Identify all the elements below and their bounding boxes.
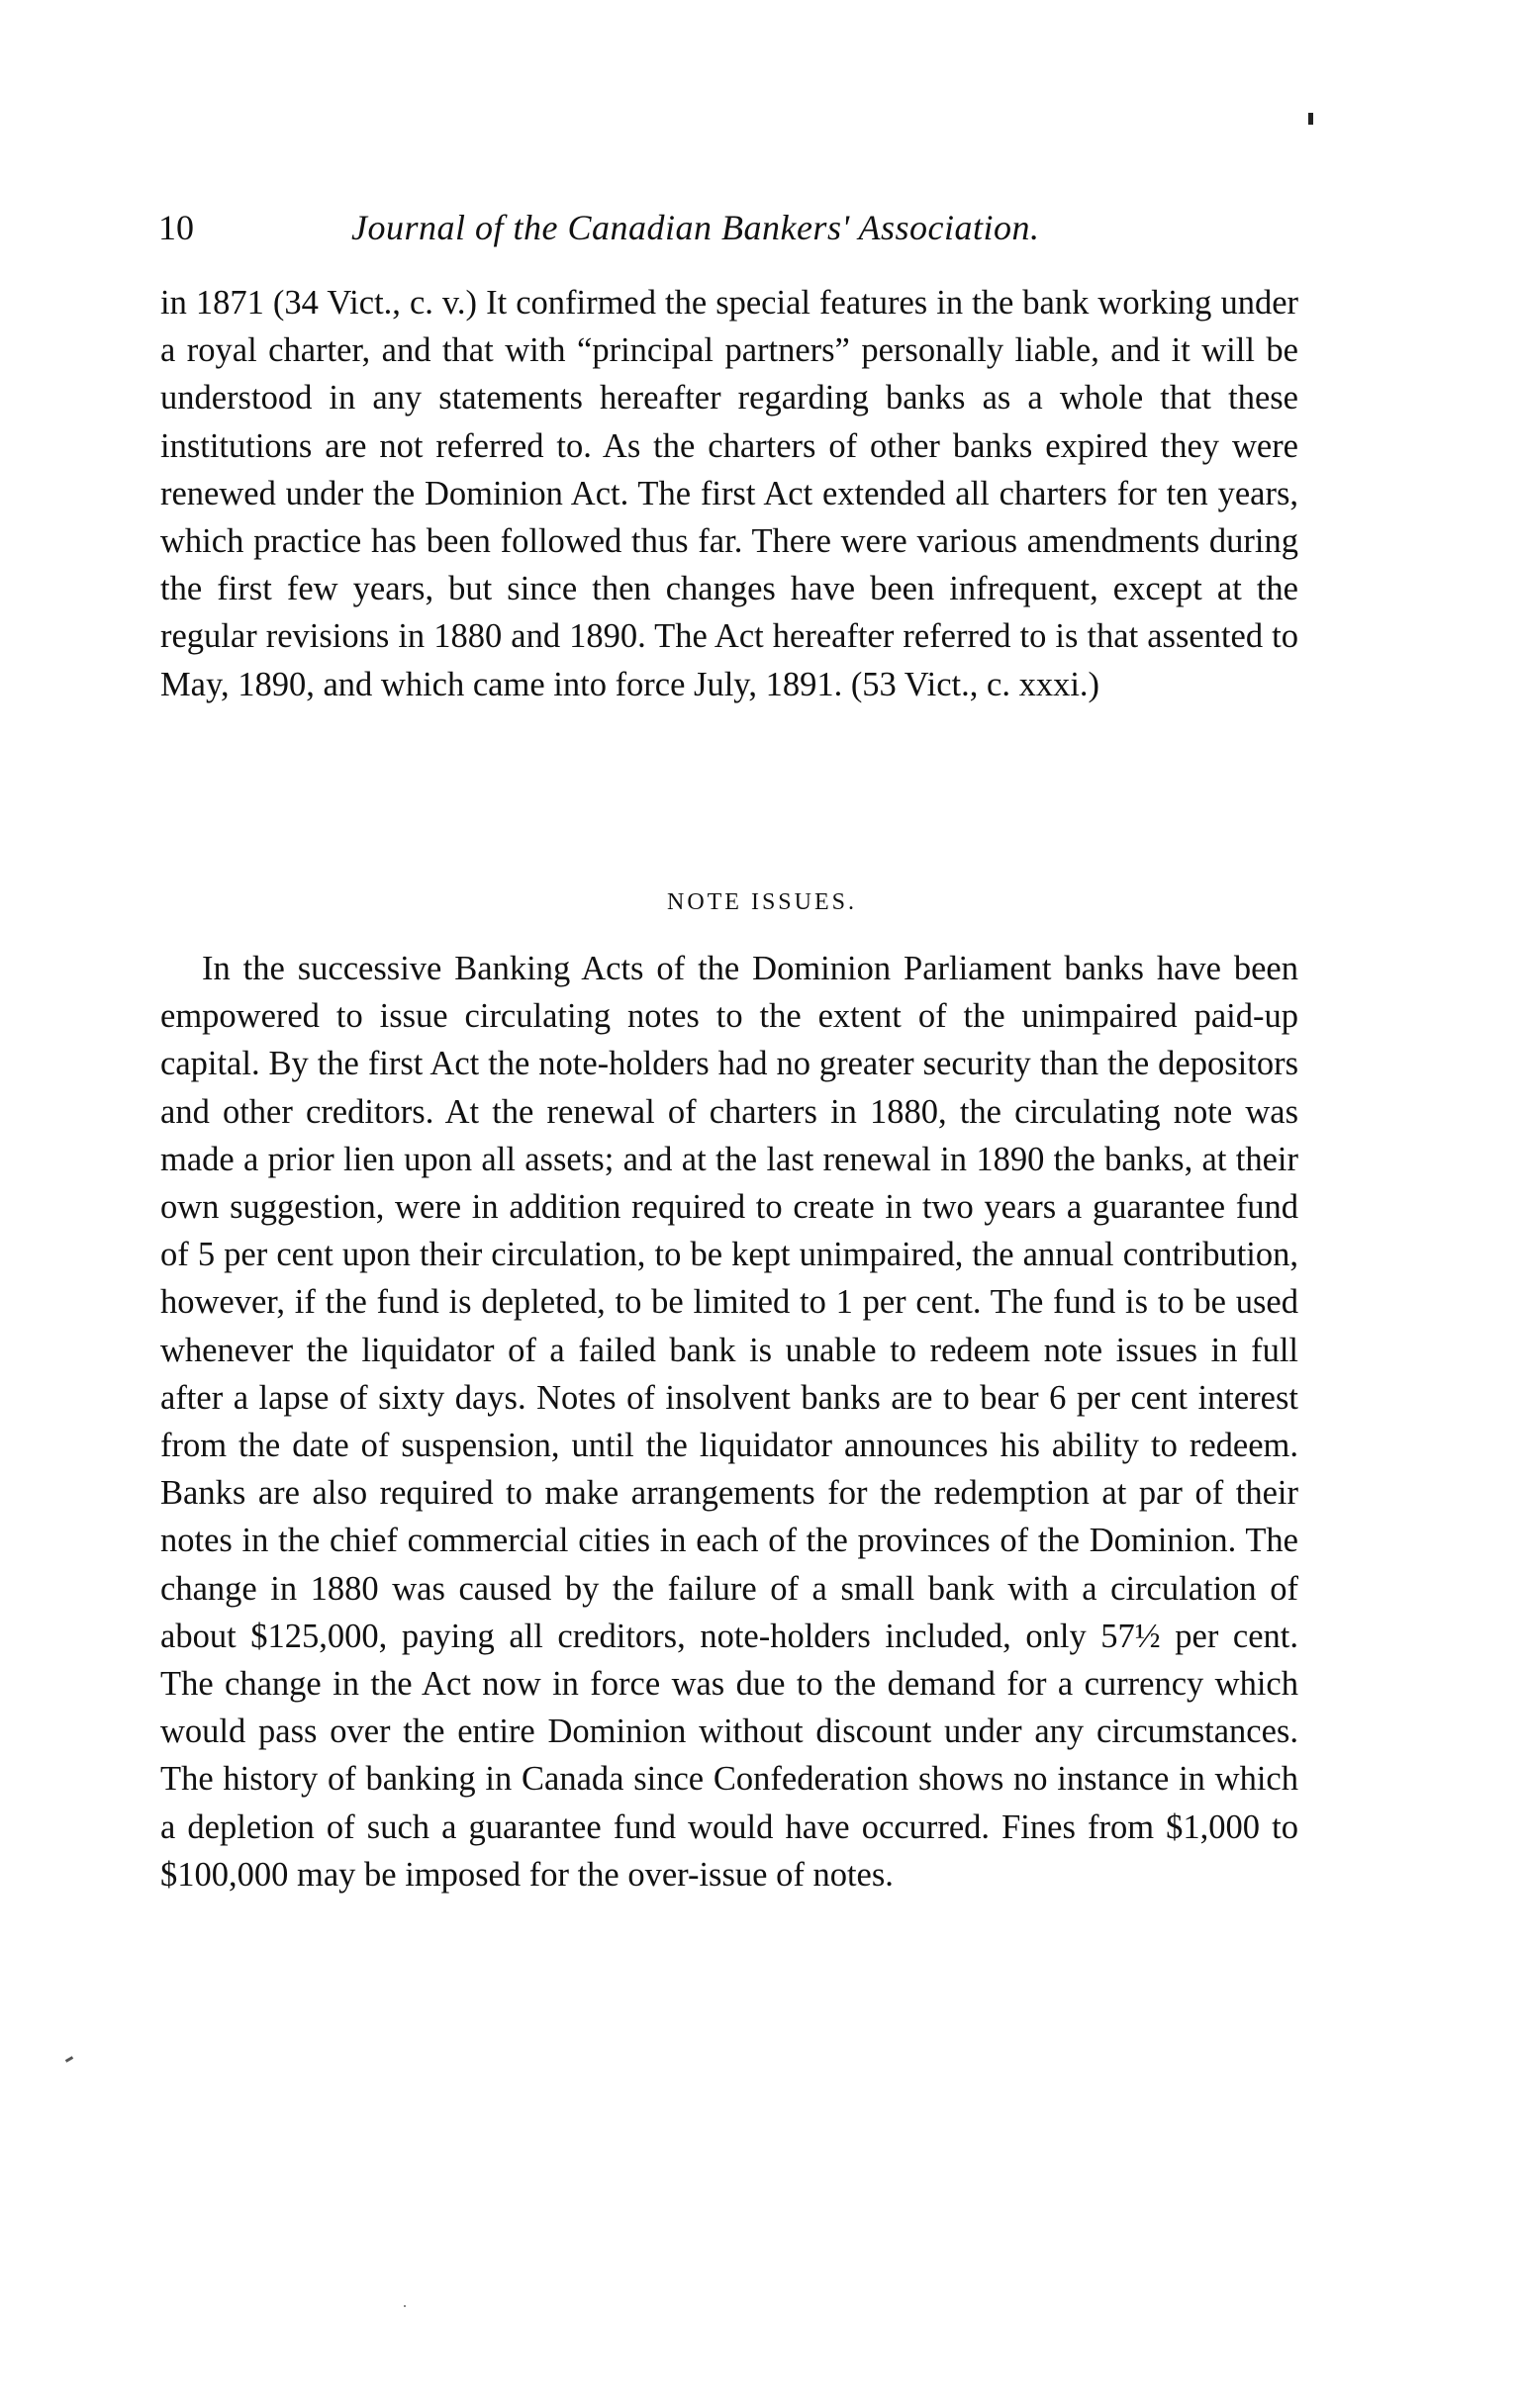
running-head [158, 198, 1316, 257]
paragraph-charters: in 1871 (34 Vict., c. v.) It confirmed the special features in the bank working under a royal charter, and that with “principal partners” personally liable, and it will be understood in any statements hereafter regarding banks as a whole that these institutions are not referred to. As the charters of other banks expired they were renewed under the Dominion Act. The first Act extended all charters for ten years, which practice has been followed thus far. There were various amendments during the first few years, but since then changes have been infrequent, except at the regular revisions in 1880 and 1890. The Act hereafter referred to is that assented to May, 1890, and which came into force July, 1891. (53 Vict., c. xxxi.) [160, 284, 1298, 703]
paragraph-note-issues: In the successive Banking Acts of the Dominion Parliament banks have been empowered to issue circulating notes to the extent of the unimpaired paid-up capital. By the first Act the note-holders had no greater security than the depositors and other creditors. At the renewal of charters in 1880, the circulating note was made a prior lien upon all assets; and at the last renewal in 1890 the banks, at their own suggestion, were in addition required to create in two years a guarantee fund of 5 per cent upon their circulation, to be kept unimpaired, the annual contribution, however, if the fund is depleted, to be limited to 1 per cent. The fund is to be used whenever the liquidator of a failed bank is unable to redeem note issues in full after a lapse of sixty days. Notes of insolvent banks are to bear 6 per cent interest from the date of suspension, until the liquidator announces his ability to redeem. Banks are also required to make arrangements for the redemption at par of their notes in the chief commercial cities in each of the provinces of the Dominion. The change in 1880 was caused by the failure of a small bank with a circulation of about $125,000, paying all creditors, note-holders included, only 57½ per cent. The change in the Act now in force was due to the demand for a currency which would pass over the entire Dominion without discount under any circumstances. The history of banking in Canada since Confederation shows no instance in which a depletion of such a guarantee fund would have occurred. Fines from $1,000 to $100,000 may be imposed for the over-issue of notes. [160, 950, 1298, 1894]
page-number: 10 [158, 208, 194, 247]
margin-mark [65, 2056, 73, 2063]
paper-speck [404, 2305, 406, 2307]
ink-mark [1308, 113, 1313, 125]
section-heading: NOTE ISSUES. [666, 889, 857, 915]
journal-title: Journal of the Canadian Bankers' Association. [351, 208, 1040, 247]
